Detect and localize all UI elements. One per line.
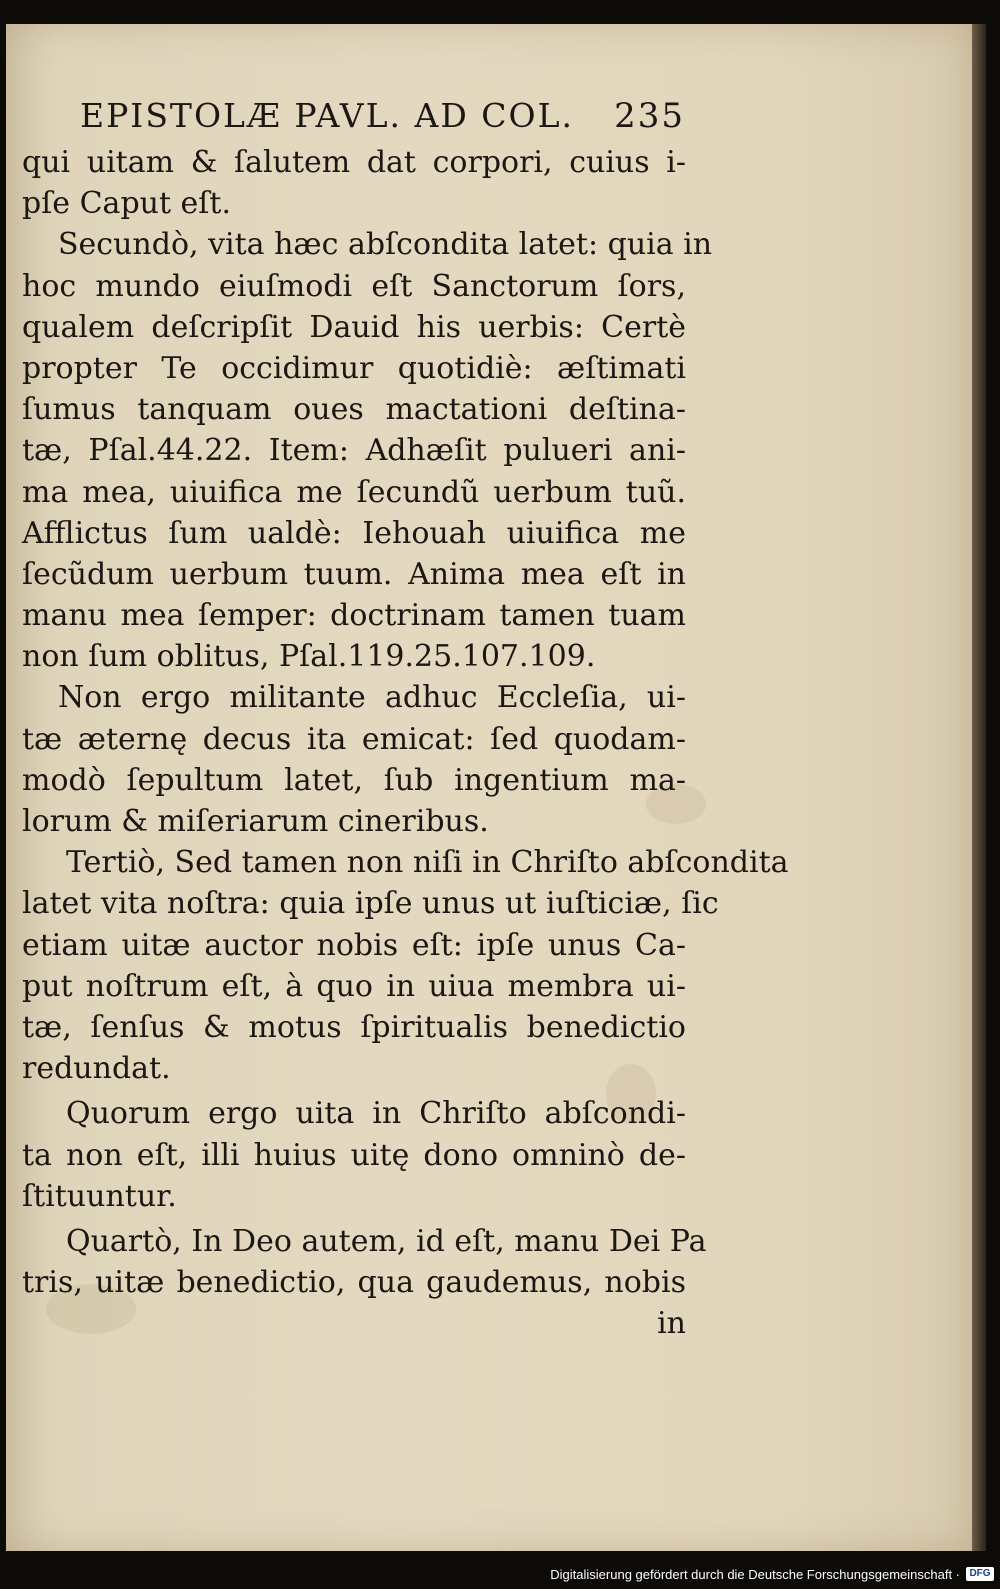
text-line: ſecũdum uerbum tuum. Anima mea eſt in bbox=[22, 556, 686, 592]
text-line: tris, uitæ benedictio, qua gaudemus, nobis bbox=[22, 1265, 686, 1301]
text-line: redundat. bbox=[22, 1051, 171, 1087]
dfg-logo-icon: DFG bbox=[966, 1567, 994, 1581]
text-line: ſumus tanquam oues mactationi deſtina- bbox=[22, 392, 686, 428]
text-line: modò ſepultum latet, ſub ingentium ma- bbox=[22, 762, 686, 798]
text-line: hoc mundo eiuſmodi eſt Sanctorum ſors, bbox=[22, 268, 686, 304]
running-head bbox=[80, 96, 685, 142]
text-line: ſtituuntur. bbox=[22, 1178, 177, 1214]
text-line: latet vita noſtra: quia ipſe unus ut iuſticiæ, ſic bbox=[22, 886, 719, 922]
text-line: Quorum ergo uita in Chriſto abſcondi- bbox=[66, 1096, 686, 1132]
text-line: qui uitam & ſalutem dat corpori, cuius i- bbox=[22, 145, 686, 180]
footer-credit-text: Digitalisierung gefördert durch die Deutsche Forschungsgemeinschaft · bbox=[550, 1566, 960, 1582]
body-text bbox=[22, 142, 789, 1344]
text-line: put noſtrum eſt, à quo in uiua membra ui- bbox=[22, 968, 686, 1004]
text-line: Tertiò, Sed tamen non niſi in Chriſto abſcondita bbox=[66, 845, 789, 881]
page-edge-shadow bbox=[972, 24, 986, 1551]
text-line: Non ergo militante adhuc Eccleſia, ui- bbox=[58, 680, 686, 716]
text-line: Afflictus ſum ualdè: Iehouah uiuifica me bbox=[22, 515, 686, 551]
text-line: ma mea, uiuifica me ſecundũ uerbum tuũ. bbox=[22, 474, 686, 510]
catchword: in bbox=[657, 1306, 686, 1342]
digitization-footer bbox=[550, 1561, 994, 1587]
text-line: lorum & miſeriarum cineribus. bbox=[22, 804, 489, 839]
text-line: manu mea ſemper: doctrinam tamen tuam bbox=[22, 598, 686, 634]
text-line: ta non eſt, illi huius uitę dono omninò de- bbox=[22, 1137, 686, 1173]
text-line: non ſum oblitus, Pſal.119.25.107.109. bbox=[22, 639, 596, 675]
text-line: propter Te occidimur quotidiè: æſtimati bbox=[22, 350, 686, 386]
text-line: tæ, Pſal.44.22. Item: Adhæſit pulueri ani- bbox=[22, 433, 686, 469]
page-number: 235 bbox=[614, 96, 685, 136]
text-line: etiam uitæ auctor nobis eſt: ipſe unus Ca- bbox=[22, 927, 686, 963]
text-line: Quartò, In Deo autem, id eſt, manu Dei Pa bbox=[66, 1223, 707, 1259]
text-line: Secundò, vita hæc abſcondita latet: quia in bbox=[58, 227, 713, 263]
running-head-title: EPISTOLÆ PAVL. AD COL. bbox=[80, 96, 575, 135]
text-line: qualem deſcripſit Dauid his uerbis: Certè bbox=[22, 309, 686, 345]
text-line: pſe Caput eſt. bbox=[22, 186, 232, 222]
text-line: tæ, ſenſus & motus ſpiritualis benedictio bbox=[22, 1009, 686, 1045]
text-line: tæ æternę decus ita emicat: ſed quodam- bbox=[22, 721, 686, 757]
